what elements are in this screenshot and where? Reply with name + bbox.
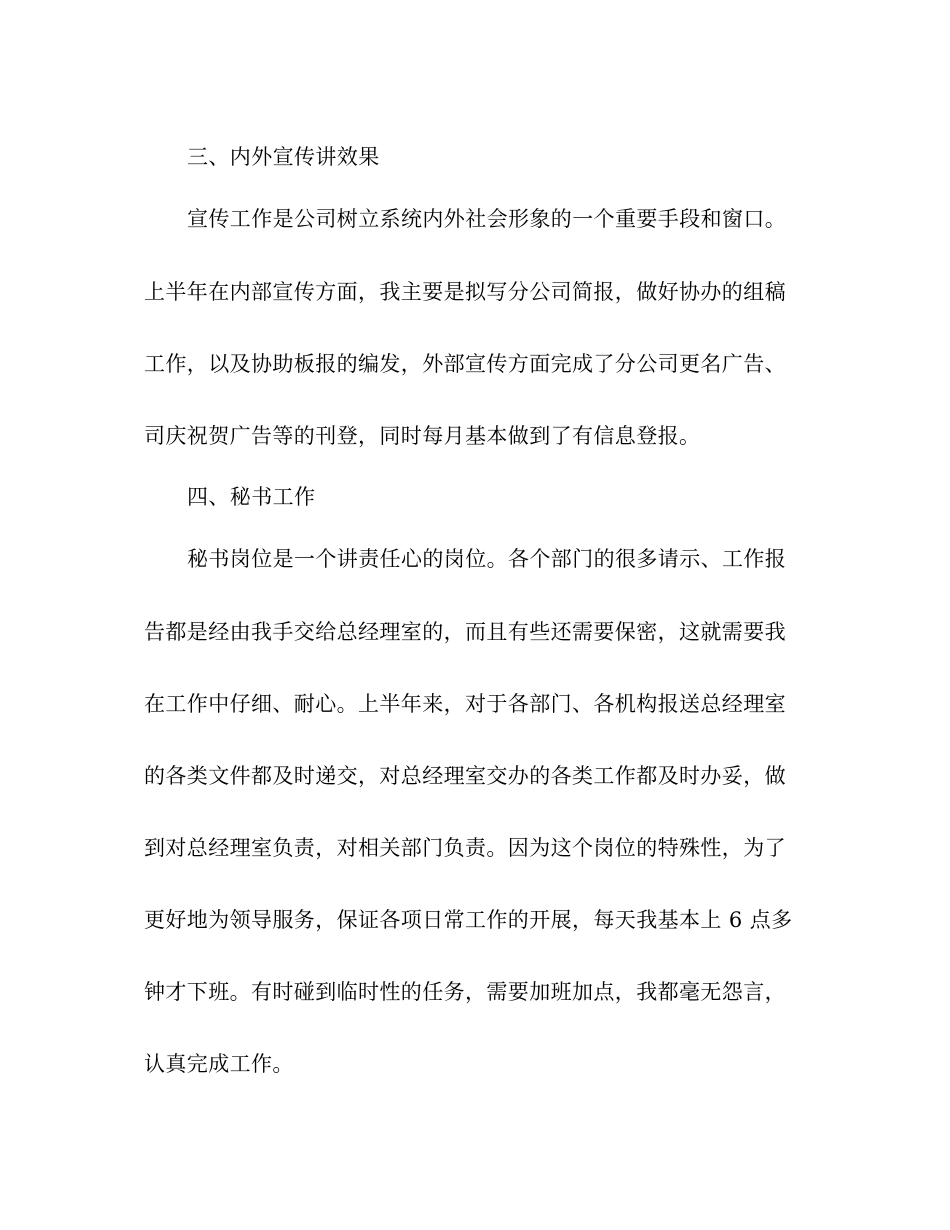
paragraph-line: 到对总经理室负责，对相关部门负责。因为这个岗位的特殊性，为了 bbox=[144, 836, 786, 860]
paragraph-line: 司庆祝贺广告等的刊登，同时每月基本做到了有信息登报。 bbox=[144, 424, 701, 448]
paragraph-line: 更好地为领导服务，保证各项日常工作的开展，每天我基本上 6 点多 bbox=[144, 908, 793, 932]
paragraph-line: 宣传工作是公司树立系统内外社会形象的一个重要手段和窗口。 bbox=[187, 207, 787, 231]
section-heading-secretary: 四、秘书工作 bbox=[187, 485, 316, 509]
paragraph-line: 在工作中仔细、耐心。上半年来，对于各部门、各机构报送总经理室 bbox=[144, 692, 786, 716]
section-heading-publicity: 三、内外宣传讲效果 bbox=[187, 145, 380, 169]
paragraph-line: 认真完成工作。 bbox=[144, 1052, 294, 1076]
paragraph-line: 的各类文件都及时递交，对总经理室交办的各类工作都及时办妥，做 bbox=[144, 764, 786, 788]
paragraph-line: 告都是经由我手交给总经理室的，而且有些还需要保密，这就需要我 bbox=[144, 620, 786, 644]
paragraph-line: 钟才下班。有时碰到临时性的任务，需要加班加点，我都毫无怨言， bbox=[144, 980, 786, 1004]
paragraph-line: 上半年在内部宣传方面，我主要是拟写分公司简报，做好协办的组稿 bbox=[144, 280, 786, 304]
paragraph-line: 秘书岗位是一个讲责任心的岗位。各个部门的很多请示、工作报 bbox=[187, 547, 787, 571]
paragraph-line: 工作，以及协助板报的编发，外部宣传方面完成了分公司更名广告、 bbox=[144, 352, 786, 376]
